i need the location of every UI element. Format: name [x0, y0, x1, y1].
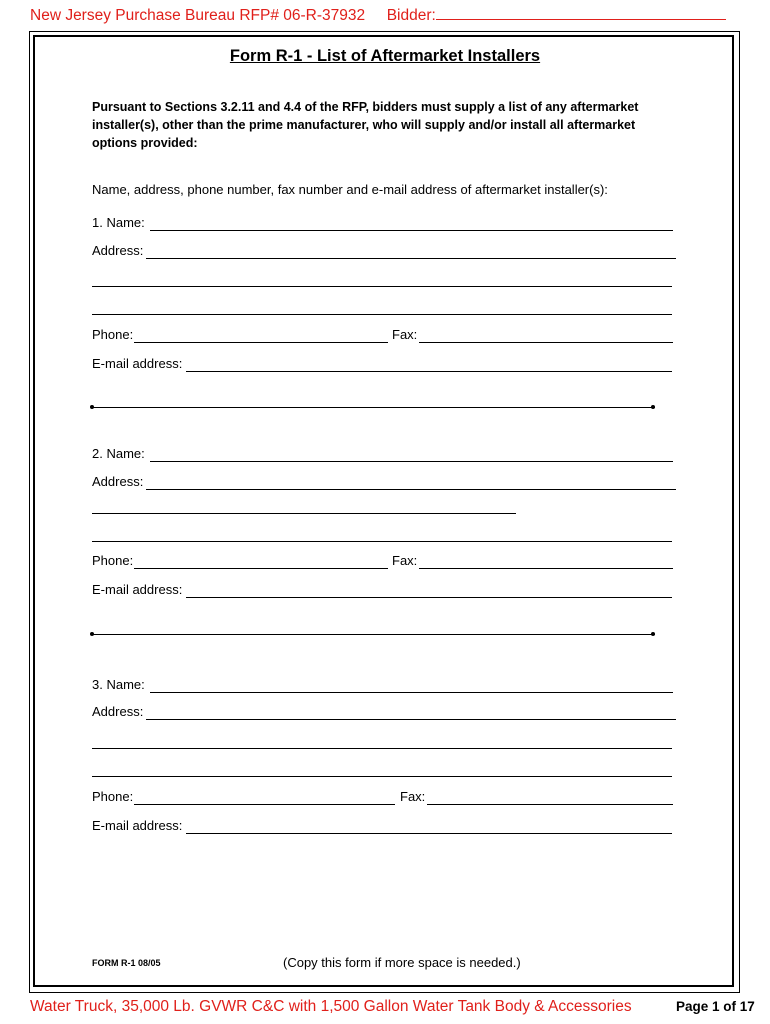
address-field-line-2[interactable] — [92, 513, 516, 514]
instruction-text: Name, address, phone number, fax number and e-mail address of aftermarket installer(s): — [92, 182, 608, 197]
email-field[interactable] — [186, 833, 672, 834]
address-field[interactable] — [146, 258, 676, 259]
entry-number: 2. — [92, 446, 103, 461]
name-label: Name: — [106, 215, 145, 230]
address-field-line-3[interactable] — [92, 776, 672, 777]
phone-label: Phone: — [92, 553, 134, 568]
fax-field[interactable] — [419, 568, 673, 569]
form-title: Form R-1 - List of Aftermarket Installers — [229, 47, 541, 65]
name-field[interactable] — [150, 230, 673, 231]
separator-dot — [651, 632, 655, 636]
form-border-inner — [33, 35, 734, 987]
fax-label: Fax: — [400, 789, 426, 804]
separator-line — [92, 407, 655, 408]
phone-label: Phone: — [92, 789, 134, 804]
email-field[interactable] — [186, 371, 672, 372]
phone-field[interactable] — [134, 342, 388, 343]
address-field-line-2[interactable] — [92, 286, 672, 287]
copy-note: (Copy this form if more space is needed.) — [283, 955, 521, 970]
entry-label — [92, 446, 145, 461]
rfp-number: New Jersey Purchase Bureau RFP# 06-R-37932 — [30, 7, 366, 24]
address-label: Address: — [92, 243, 144, 258]
separator-line — [92, 634, 655, 635]
page-number: Page 1 of 17 — [676, 999, 755, 1014]
phone-field[interactable] — [134, 804, 395, 805]
address-field[interactable] — [146, 719, 676, 720]
address-field-line-3[interactable] — [92, 314, 672, 315]
fax-field[interactable] — [419, 342, 673, 343]
email-label: E-mail address: — [92, 818, 183, 833]
name-field[interactable] — [150, 461, 673, 462]
fax-field[interactable] — [427, 804, 673, 805]
email-field[interactable] — [186, 597, 672, 598]
address-field[interactable] — [146, 489, 676, 490]
intro-paragraph: Pursuant to Sections 3.2.11 and 4.4 of the RFP, bidders must supply a list of any aftermarket installer(s), other than the prime manufacturer, who will supply and/or install all aftermarket options provided: — [92, 100, 639, 150]
name-field[interactable] — [150, 692, 673, 693]
name-label: Name: — [106, 446, 145, 461]
bidder-label: Bidder: — [386, 7, 436, 24]
address-label: Address: — [92, 704, 144, 719]
separator-dot — [651, 405, 655, 409]
entry-label — [92, 677, 145, 692]
fax-label: Fax: — [392, 553, 418, 568]
footer-title: Water Truck, 35,000 Lb. GVWR C&C with 1,500 Gallon Water Tank Body & Accessories — [30, 998, 632, 1015]
phone-field[interactable] — [134, 568, 388, 569]
address-label: Address: — [92, 474, 144, 489]
form-code: FORM R-1 08/05 — [92, 958, 161, 968]
address-field-line-3[interactable] — [92, 541, 672, 542]
bidder-field[interactable] — [436, 5, 726, 20]
phone-label: Phone: — [92, 327, 134, 342]
fax-label: Fax: — [392, 327, 418, 342]
email-label: E-mail address: — [92, 582, 183, 597]
page-header — [30, 5, 726, 25]
entry-label — [92, 215, 145, 230]
name-label: Name: — [106, 677, 145, 692]
address-field-line-2[interactable] — [92, 748, 672, 749]
entry-number: 3. — [92, 677, 103, 692]
email-label: E-mail address: — [92, 356, 183, 371]
entry-number: 1. — [92, 215, 103, 230]
